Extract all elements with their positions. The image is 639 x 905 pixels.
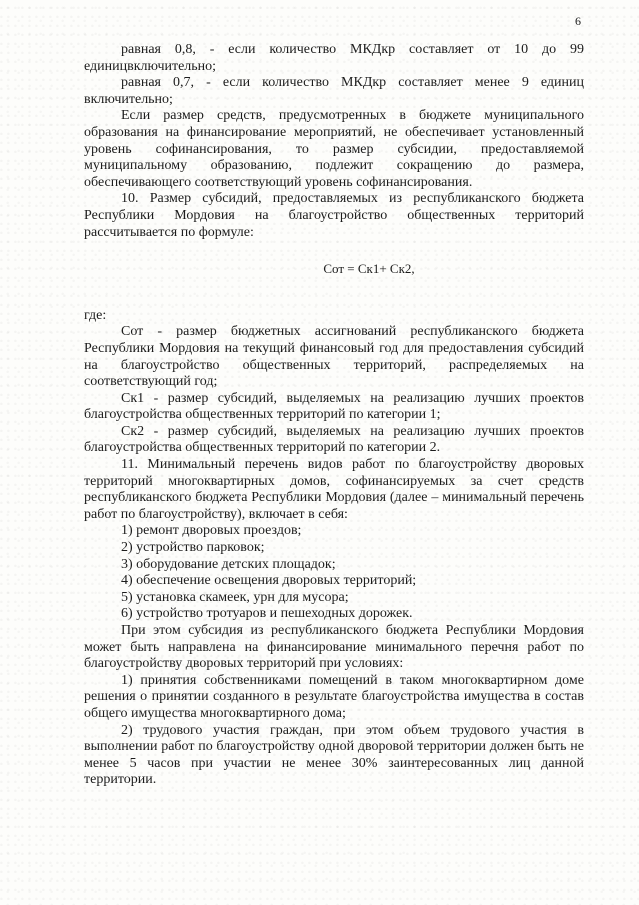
- definition-c-ot: Сот - размер бюджетных ассигнований республиканского бюджета Республики Мордовия на текущий финансовый год для предоставления субсидий на благоустройство общественных территорий, распределяемых на соответствующий год;: [84, 324, 584, 390]
- paragraph-coefficient-08: равная 0,8, - если количество МКДкр составляет от 10 до 99 единицвключительно;: [84, 42, 584, 74]
- condition-labor-participation: 2) трудового участия граждан, при этом объем трудового участия в выполнении работ по благоустройству одной дворовой территории должен быть не менее 5 часов при участии не менее 30% заинтересованных лиц данной территории.: [84, 722, 584, 788]
- paragraph-clause-10: 10. Размер субсидий, предоставляемых из республиканского бюджета Республики Мордовия на благоустройство общественных территорий рассчитывается по формуле:: [84, 191, 584, 240]
- list-item: 3) оборудование детских площадок;: [121, 556, 336, 572]
- list-item: 6) устройство тротуаров и пешеходных дорожек.: [121, 606, 413, 622]
- list-item: 2) устройство парковок;: [121, 540, 265, 556]
- definition-c-k2: Ск2 - размер субсидий, выделяемых на реализацию лучших проектов благоустройства общественных территорий по категории 2.: [84, 423, 584, 456]
- definition-c-k1: Ск1 - размер субсидий, выделяемых на реализацию лучших проектов благоустройства общественных территорий по категории 1;: [84, 390, 584, 423]
- paragraph-clause-11: 11. Минимальный перечень видов работ по благоустройству дворовых территорий многоквартирных домов, софинансируемых за счет средств республиканского бюджета Республики Мордовия (далее – минимальный перечень работ по благоустройству), включает в себя:: [84, 457, 584, 522]
- condition-owners-decision: 1) принятия собственниками помещений в таком многоквартирном доме решения о принятии созданного в результате благоустройства имущества в состав общего имущества многоквартирного дома;: [84, 672, 584, 721]
- list-item: 1) ремонт дворовых проездов;: [121, 523, 302, 539]
- page-number: 6: [575, 14, 581, 28]
- list-item: 5) установка скамеек, урн для мусора;: [121, 589, 349, 605]
- document-body: [84, 42, 584, 789]
- where-label: где:: [84, 307, 107, 323]
- formula: Сот = Ск1+ Ск2,: [323, 261, 415, 277]
- list-item: 4) обеспечение освещения дворовых территорий;: [121, 573, 417, 589]
- paragraph-subsidy-conditions: При этом субсидия из республиканского бюджета Республики Мордовия может быть направлена на финансирование минимального перечня работ по благоустройству дворовых территорий при условиях:: [84, 623, 584, 672]
- paragraph-coefficient-07: равная 0,7, - если количество МКДкр составляет менее 9 единиц включительно;: [84, 75, 584, 107]
- paragraph-budget-reduction: Если размер средств, предусмотренных в бюджете муниципального образования на финансирование мероприятий, не обеспечивает установленный уровень софинансирования, то размер субсидии, предоставляемой муниципальному образованию, подлежит сокращению до размера, обеспечивающего соответствующий уровень софинансирования.: [84, 108, 584, 190]
